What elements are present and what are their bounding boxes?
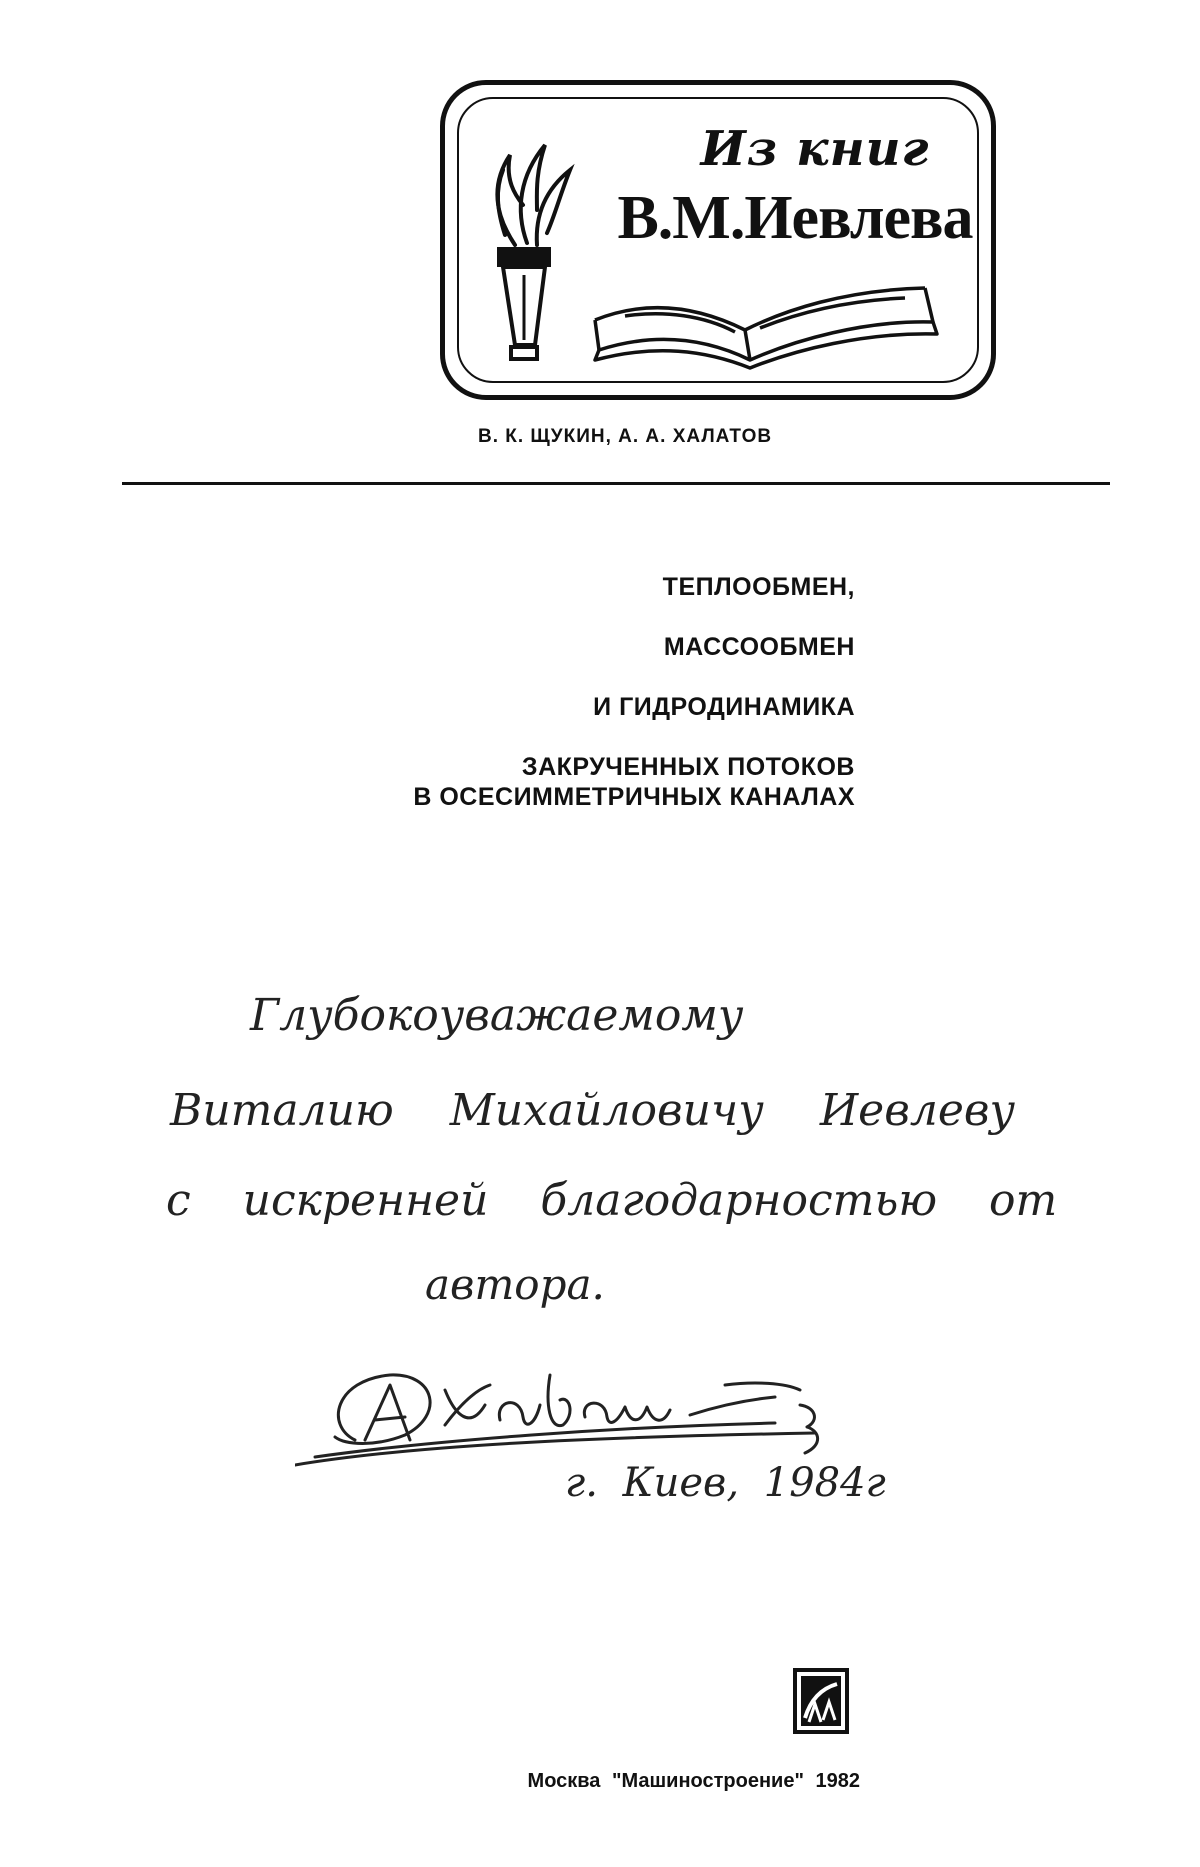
stamp-text-from-books: Из книг	[700, 121, 930, 177]
ex-libris-stamp	[440, 80, 996, 400]
horizontal-rule	[122, 482, 1110, 485]
place-and-date: г. Киев, 1984г	[565, 1460, 886, 1506]
open-book-icon	[585, 260, 945, 370]
inscription-line: автора.	[425, 1260, 605, 1309]
inscription-line: Глубокоуважаемому	[250, 990, 744, 1041]
title-line: ЗАКРУЧЕННЫХ ПОТОКОВ	[521, 753, 855, 781]
stamp-text-owner-name: В.М.Иевлева	[617, 184, 973, 252]
title-line: В ОСЕСИММЕТРИЧНЫХ КАНАЛАХ	[413, 783, 855, 811]
authors-line: В. К. ЩУКИН, А. А. ХАЛАТОВ	[478, 426, 773, 447]
handwritten-inscription	[160, 990, 1060, 1550]
inscription-line: с искренней благодарностью от	[166, 1175, 1058, 1226]
handwritten-signature	[295, 1345, 855, 1475]
torch-icon	[475, 115, 585, 375]
publisher-imprint: Москва "Машиностроение" 1982	[527, 1770, 860, 1792]
book-title	[235, 572, 855, 812]
title-line: И ГИДРОДИНАМИКА	[593, 693, 855, 721]
title-line: МАССООБМЕН	[663, 633, 855, 661]
title-line: ТЕПЛООБМЕН,	[662, 573, 855, 601]
publisher-logo-icon	[793, 1668, 849, 1734]
inscription-line: Виталию Михайловичу Иевлеву	[170, 1085, 1016, 1136]
